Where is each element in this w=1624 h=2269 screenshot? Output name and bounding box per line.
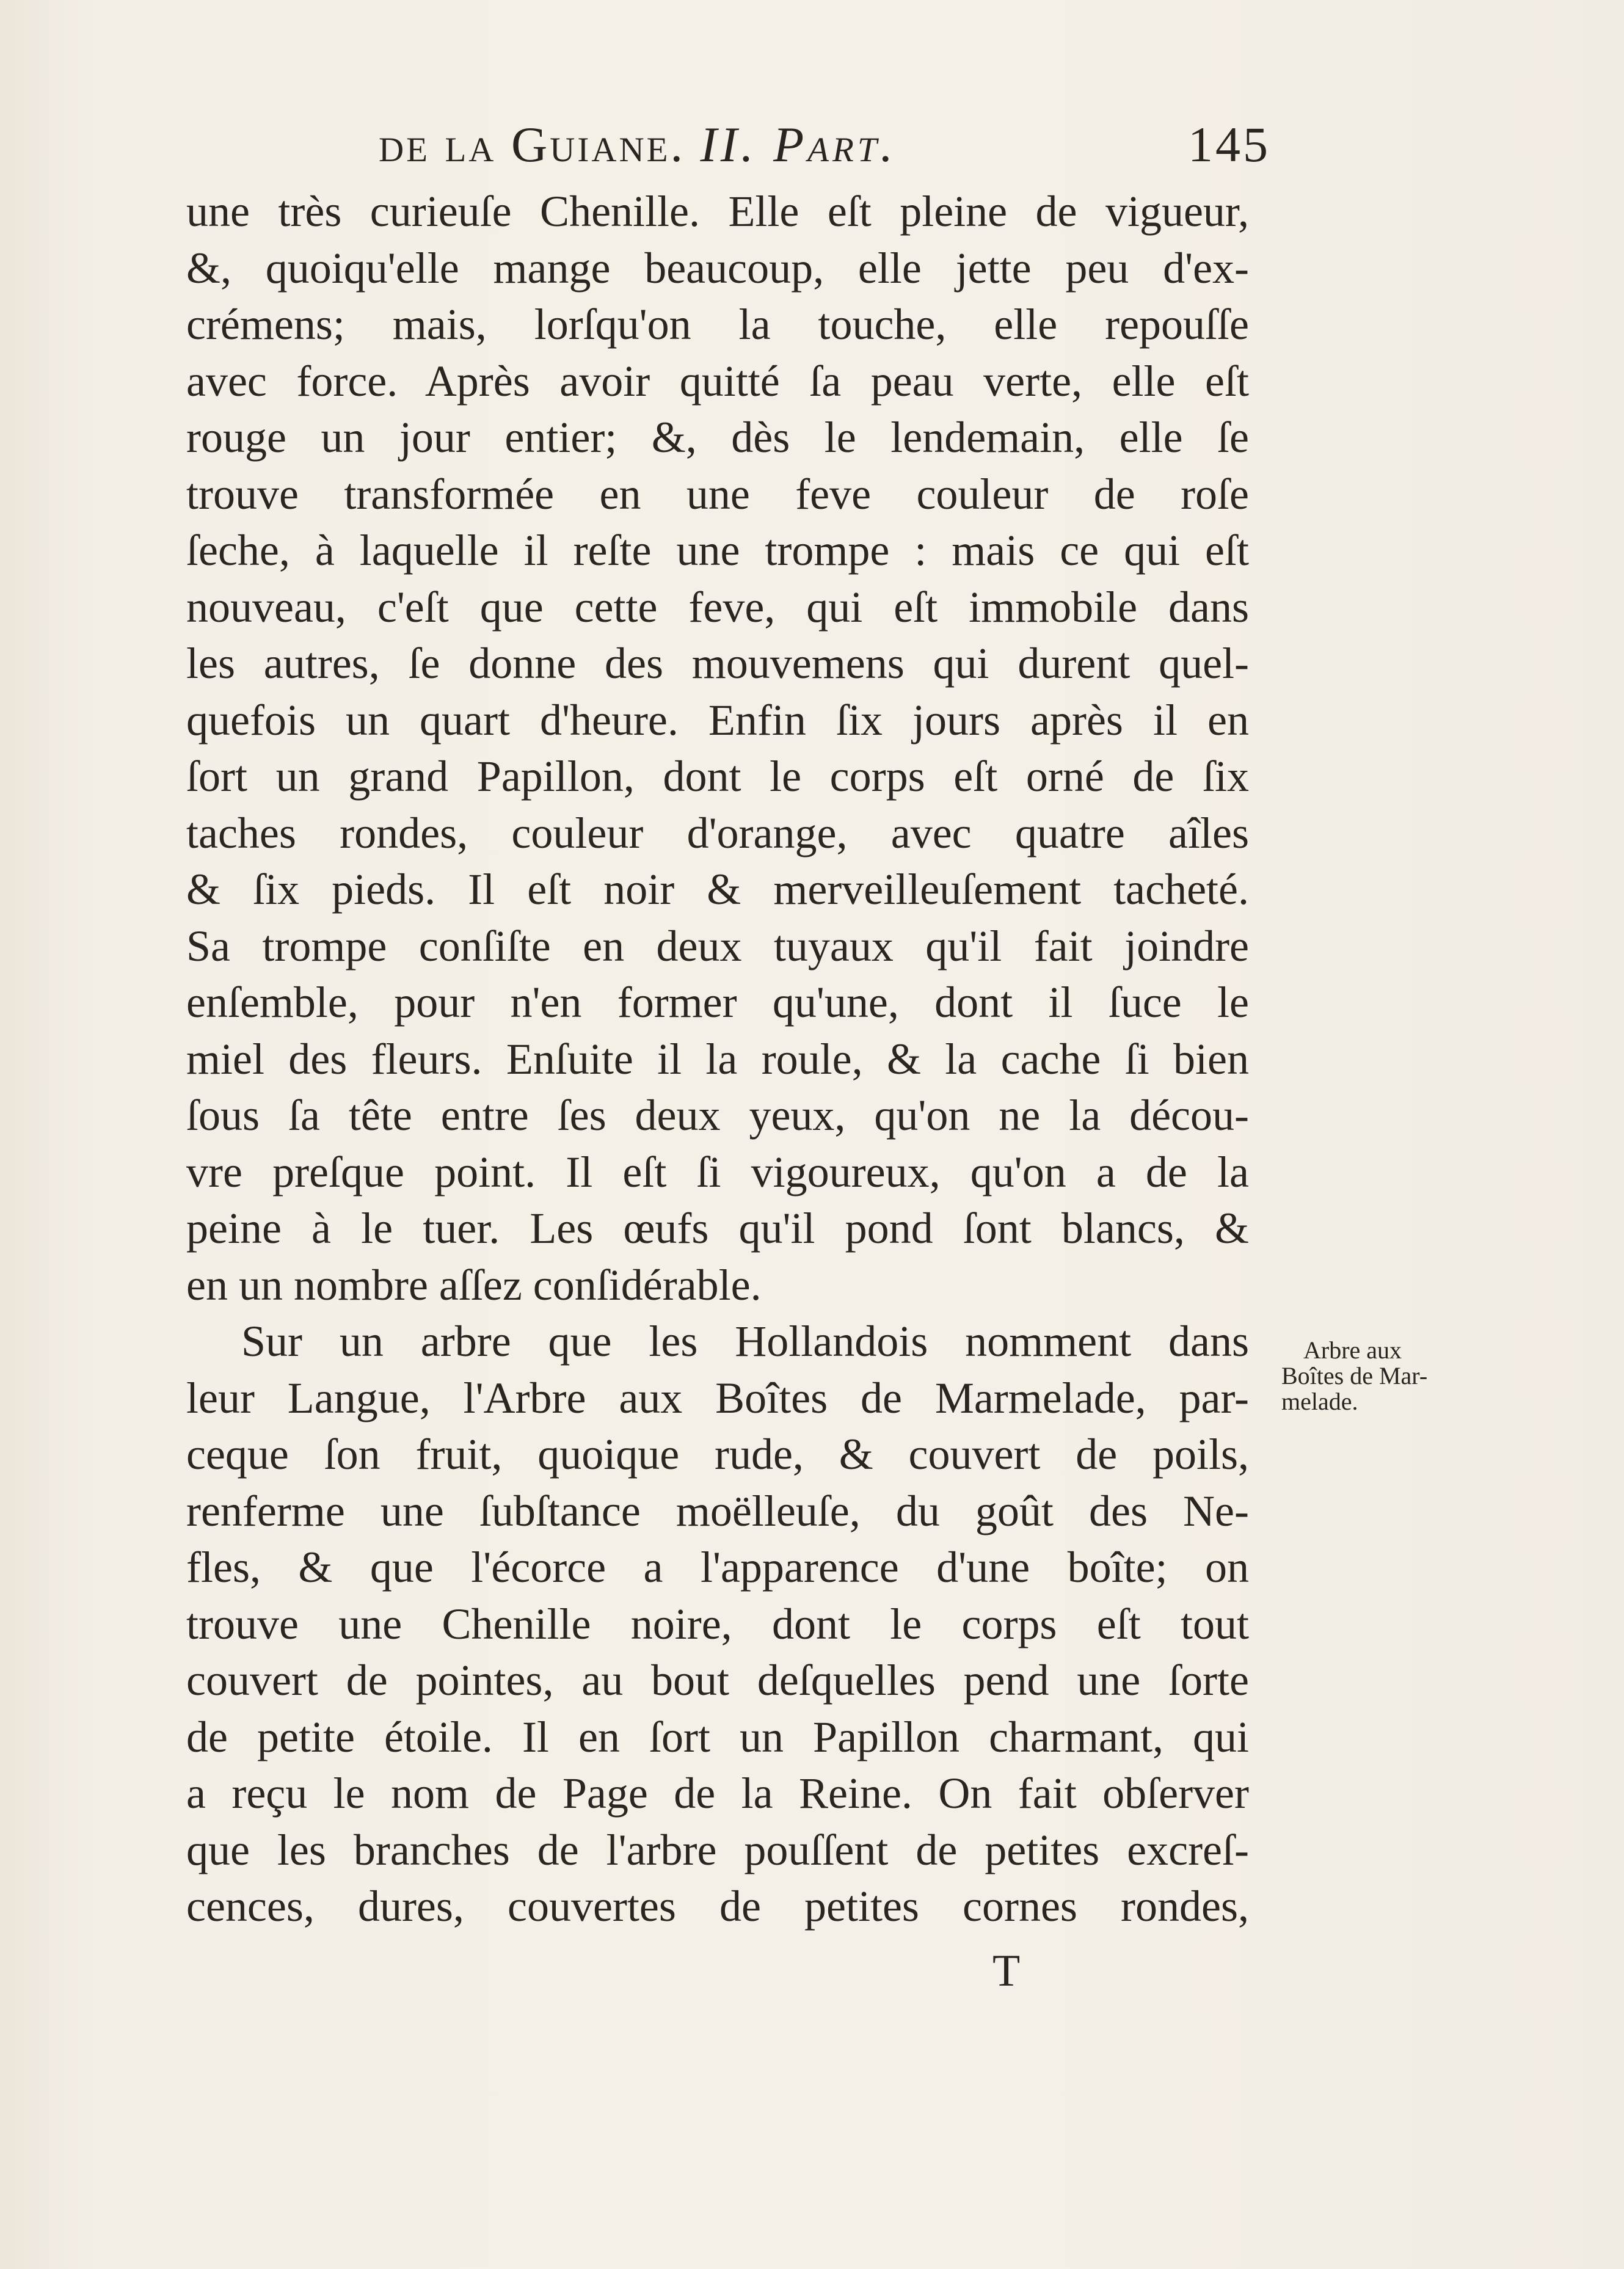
marginal-note-line: melade. <box>1281 1388 1358 1415</box>
marginal-note-line: Arbre aux <box>1303 1336 1402 1364</box>
text-line: & ſix pieds. Il eſt noir & merveilleuſement tacheté. <box>186 865 1249 914</box>
text-line: miel des fleurs. Enſuite il la roule, & la cache ſi bien <box>186 1034 1249 1084</box>
text-line: couvert de pointes, au bout deſquelles pend une ſorte <box>186 1656 1249 1705</box>
text-line: les autres, ſe donne des mouvemens qui durent quel- <box>186 639 1249 688</box>
marginal-note-line: Boîtes de Mar- <box>1281 1362 1428 1389</box>
text-line: vre preſque point. Il eſt ſi vigoureux, qu'on a de la <box>186 1147 1249 1196</box>
text-line: ſous ſa tête entre ſes deux yeux, qu'on ne la décou- <box>186 1091 1249 1140</box>
text-line: fles, & que l'écorce a l'apparence d'une boîte; on <box>186 1543 1249 1592</box>
text-line: renferme une ſubſtance moëlleuſe, du goût des Ne- <box>186 1486 1249 1535</box>
text-line: nouveau, c'eſt que cette feve, qui eſt immobile dans <box>186 582 1249 632</box>
text-line: leur Langue, l'Arbre aux Boîtes de Marmelade, par- <box>186 1373 1249 1422</box>
text-line: que les branches de l'arbre pouſſent de petites excreſ- <box>186 1825 1249 1874</box>
running-title-text: de la Guiane. <box>379 117 685 172</box>
text-line: une très curieuſe Chenille. Elle eſt pleine de vigueur, <box>186 187 1249 236</box>
text-line: rouge un jour entier; &, dès le lendemain, elle ſe <box>186 413 1249 462</box>
text-line: de petite étoile. Il en ſort un Papillon charmant, qui <box>186 1712 1249 1761</box>
text-line: ſort un grand Papillon, dont le corps eſt orné de ſix <box>186 752 1249 801</box>
text-line: trouve transformée en une feve couleur de roſe <box>186 469 1249 519</box>
text-line: &, quoiqu'elle mange beaucoup, elle jette peu d'ex- <box>186 243 1249 293</box>
marginal-note <box>1281 1338 1434 1415</box>
body-text <box>186 183 1249 1935</box>
text-line: en un nombre aſſez conſidérable. <box>186 1260 762 1309</box>
text-line: taches rondes, couleur d'orange, avec quatre aîles <box>186 808 1249 858</box>
text-line: peine à le tuer. Les œufs qu'il pond ſont blancs, & <box>186 1204 1249 1253</box>
page-number: 145 <box>1188 117 1270 172</box>
text-line: ſeche, à laquelle il reſte une trompe : mais ce qui eſt <box>186 526 1249 575</box>
text-line: ceque ſon fruit, quoique rude, & couvert de poils, <box>186 1430 1249 1479</box>
text-line: enſemble, pour n'en former qu'une, dont il ſuce le <box>186 978 1249 1027</box>
part-label: II. Part. <box>700 117 897 172</box>
text-line: cences, dures, couvertes de petites cornes rondes, <box>186 1882 1249 1931</box>
text-line: quefois un quart d'heure. Enfin ſix jours après il en <box>186 695 1249 745</box>
running-title <box>379 116 897 173</box>
text-line: avec force. Après avoir quitté ſa peau verte, elle eſt <box>186 356 1249 406</box>
text-line: a reçu le nom de Page de la Reine. On fait obſerver <box>186 1769 1249 1818</box>
page-header <box>379 116 1270 183</box>
text-line: crémens; mais, lorſqu'on la touche, elle repouſſe <box>186 300 1249 349</box>
signature-mark: T <box>992 1946 1021 1996</box>
paragraph-start-line: Sur un arbre que les Hollandois nomment dans <box>241 1317 1249 1366</box>
text-line: trouve une Chenille noire, dont le corps eſt tout <box>186 1599 1249 1648</box>
text-line: Sa trompe conſiſte en deux tuyaux qu'il fait joindre <box>186 921 1249 971</box>
